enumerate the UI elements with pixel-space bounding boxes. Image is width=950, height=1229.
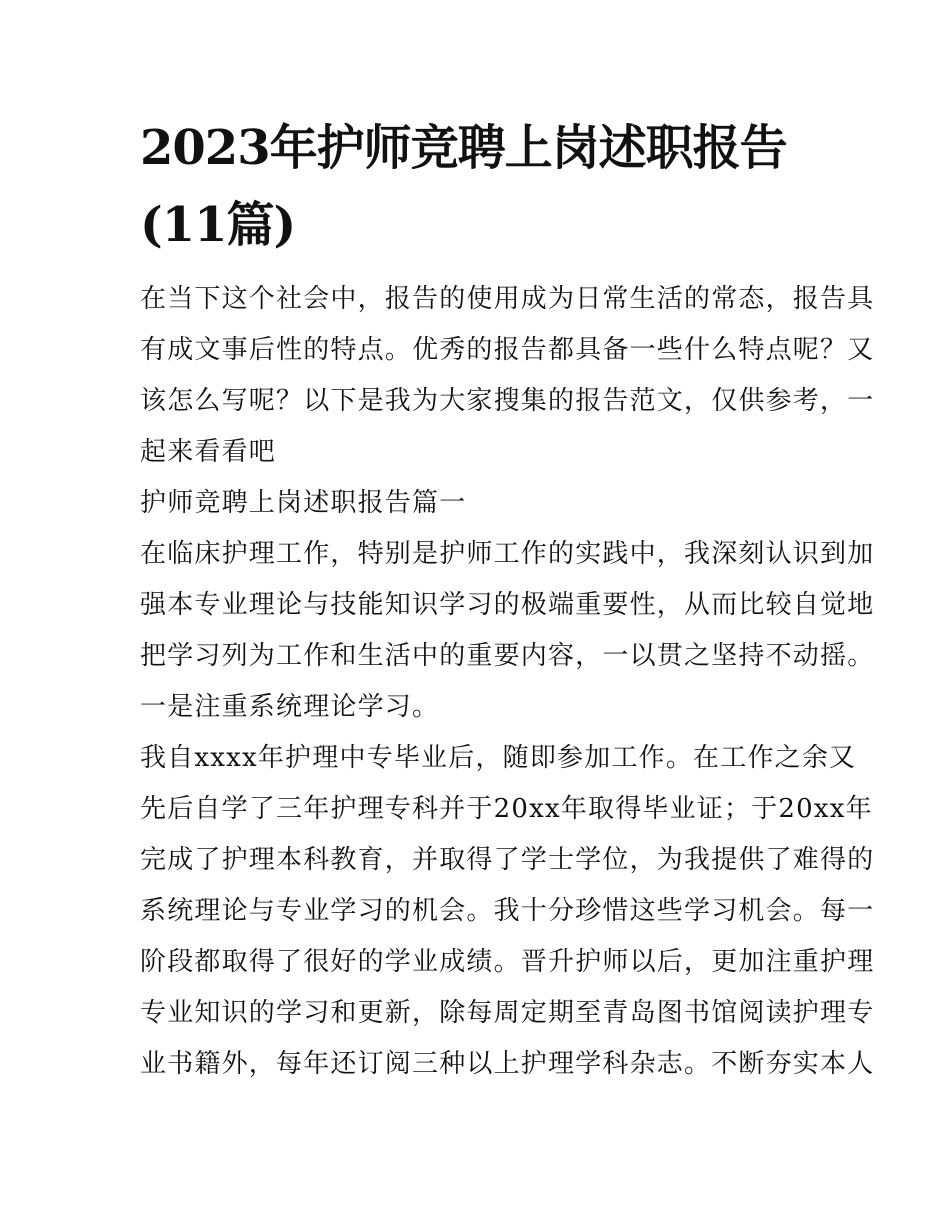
text-line: 完成了护理本科教育，并取得了学士学位，为我提供了难得的 — [140, 845, 875, 875]
text-line: 有成文事后性的特点。优秀的报告都具备一些什么特点呢？又 — [140, 335, 875, 365]
text-line: 把学习列为工作和生活中的重要内容，一以贯之坚持不动摇。 — [140, 641, 875, 671]
text-line: 在当下这个社会中，报告的使用成为日常生活的常态，报告具 — [140, 284, 875, 314]
text-line: 在临床护理工作，特别是护师工作的实践中，我深刻认识到加 — [140, 539, 875, 569]
text-line: 系统理论与专业学习的机会。我十分珍惜这些学习机会。每一 — [140, 896, 875, 926]
title-line: (11篇) — [140, 197, 296, 253]
text-line: 我自xxxx年护理中专毕业后，随即参加工作。在工作之余又 — [140, 743, 857, 773]
text-line: 专业知识的学习和更新，除每周定期至青岛图书馆阅读护理专 — [140, 998, 875, 1028]
text-line: 业书籍外，每年还订阅三种以上护理学科杂志。不断夯实本人 — [140, 1049, 875, 1079]
text-line: 先后自学了三年护理专科并于20xx年取得毕业证；于20xx年 — [140, 794, 873, 824]
document-body — [140, 274, 875, 1090]
text-line: 一是注重系统理论学习。 — [140, 692, 440, 722]
text-line: 起来看看吧 — [140, 437, 277, 467]
text-line: 阶段都取得了很好的学业成绩。晋升护师以后，更加注重护理 — [140, 947, 875, 977]
section-heading: 护师竞聘上岗述职报告篇一 — [140, 488, 467, 518]
text-line: 该怎么写呢？以下是我为大家搜集的报告范文，仅供参考，一 — [140, 386, 875, 416]
title-line: 2023年护师竞聘上岗述职报告 — [140, 120, 787, 176]
text-line: 强本专业理论与技能知识学习的极端重要性，从而比较自觉地 — [140, 590, 875, 620]
document-title — [140, 110, 830, 264]
